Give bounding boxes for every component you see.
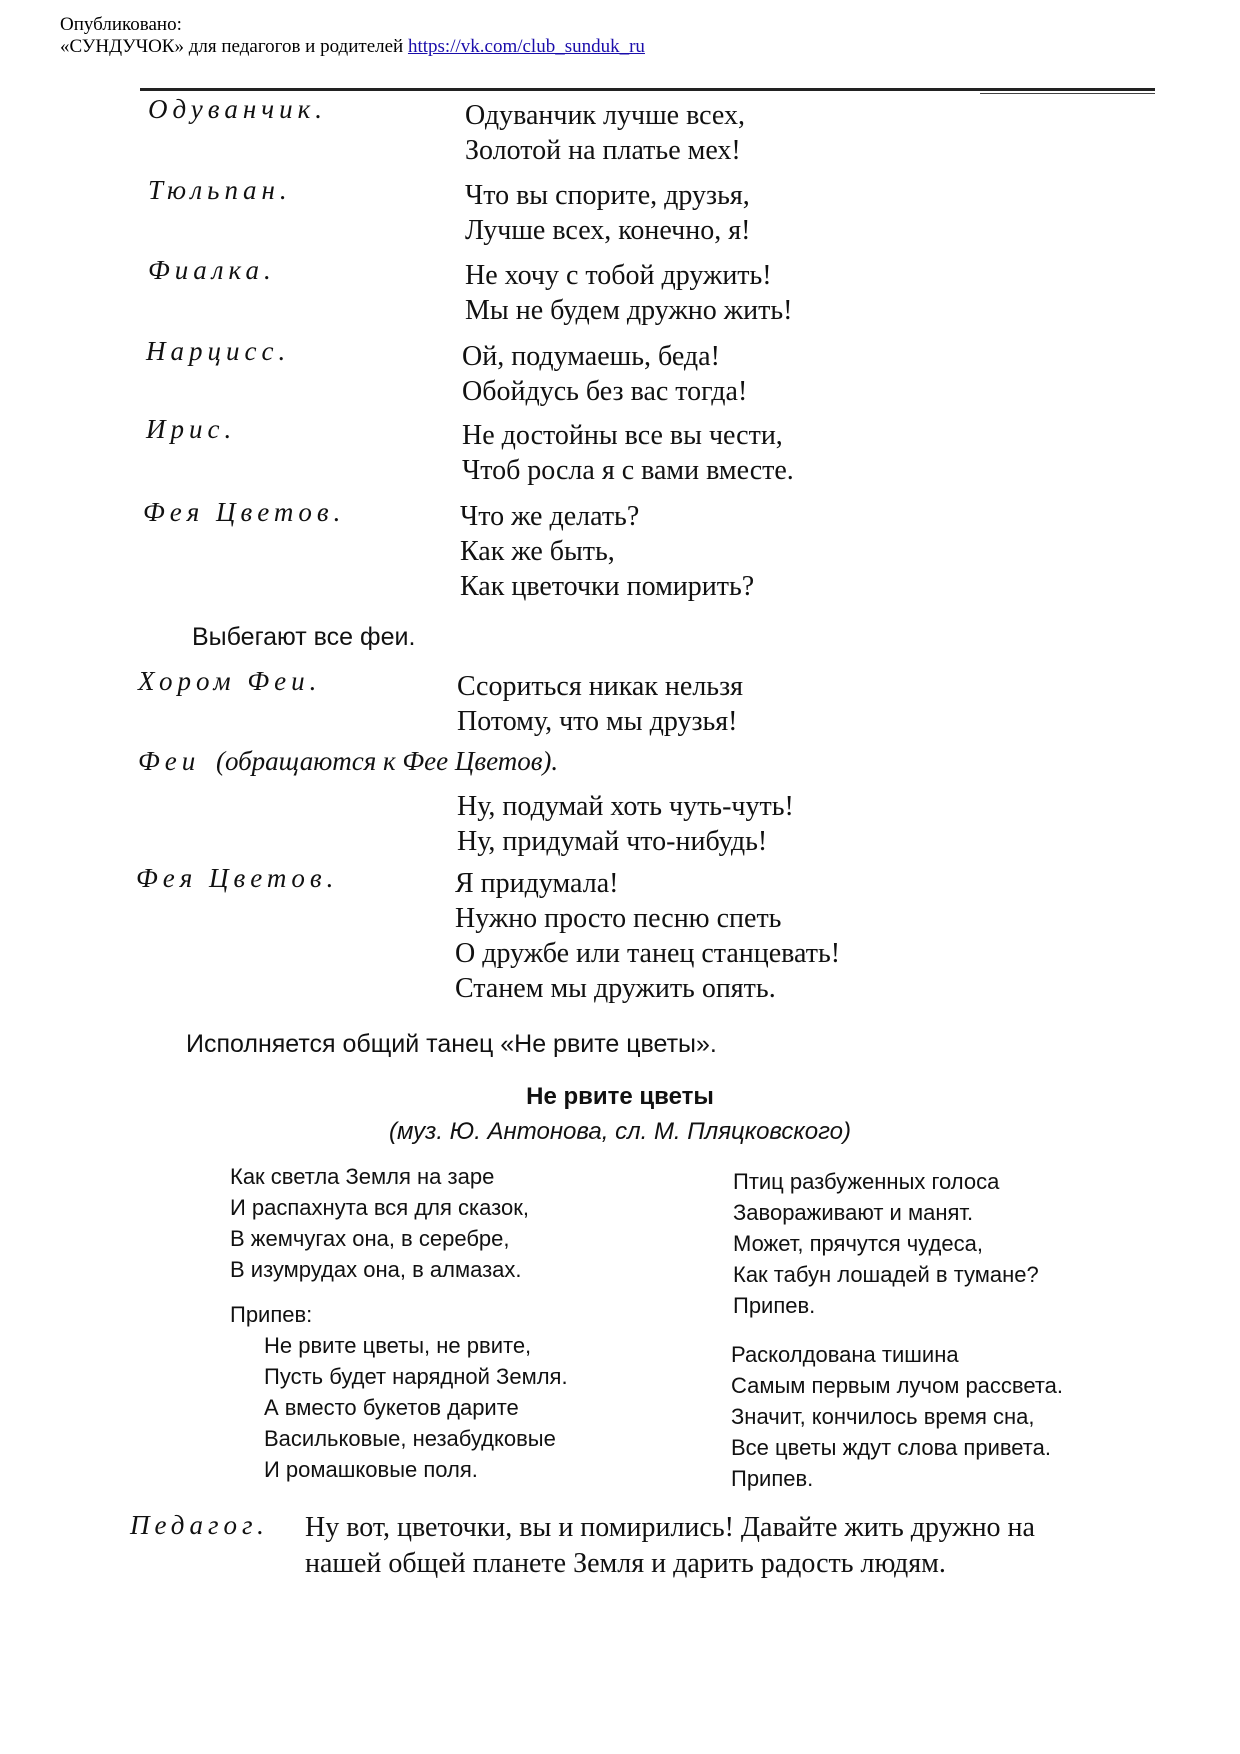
- verse-line: Завораживают и манят.: [733, 1200, 974, 1225]
- speaker-name: Ирис.: [146, 414, 237, 444]
- teacher-line: Ну вот, цветочки, вы и помирились! Давайте жить дружно на: [305, 1512, 1035, 1543]
- line: Лучше всех, конечно, я!: [465, 215, 751, 246]
- verse-line: Как светла Земля на заре: [230, 1164, 495, 1189]
- verse-line: В жемчугах она, в серебре,: [230, 1226, 510, 1251]
- line: Как же быть,: [460, 536, 615, 567]
- verse-line: И распахнута вся для сказок,: [230, 1195, 529, 1220]
- line: Я придумала!: [455, 868, 619, 899]
- line: Чтоб росла я с вами вместе.: [462, 455, 794, 486]
- line: Что вы спорите, друзья,: [465, 180, 750, 211]
- speaker-lines: [465, 258, 792, 328]
- speaker-lines: [455, 866, 840, 1006]
- line: Ну, подумай хоть чуть-чуть!: [457, 791, 794, 822]
- chorus-line: Пусть будет нарядной Земля.: [264, 1364, 568, 1389]
- speaker-label: Феи: [138, 746, 201, 776]
- song-verse-1: [230, 1161, 529, 1285]
- speaker-name: Фея Цветов.: [143, 497, 346, 527]
- line: Как цветочки помирить?: [460, 571, 755, 602]
- speaker-lines: [462, 339, 747, 409]
- line: Нужно просто песню спеть: [455, 903, 782, 934]
- verse-line: В изумрудах она, в алмазах.: [230, 1257, 522, 1282]
- top-rule: [140, 88, 1155, 91]
- speaker-name: [138, 746, 558, 777]
- speaker-name: Хором Феи.: [138, 666, 322, 696]
- top-rule-thin: [980, 93, 1155, 94]
- verse-line: Все цветы ждут слова привета.: [731, 1435, 1051, 1460]
- line: Одуванчик лучше всех,: [465, 100, 745, 131]
- verse-line: Расколдована тишина: [731, 1342, 959, 1367]
- line: Станем мы дружить опять.: [455, 973, 776, 1004]
- speaker-name: Нарцисс.: [146, 336, 291, 366]
- song-verse-2: [733, 1166, 1039, 1321]
- line: Обойдусь без вас тогда!: [462, 376, 748, 407]
- speaker-direction: (обращаются к Фее Цветов).: [215, 746, 559, 776]
- verse-line: Самым первым лучом рассвета.: [731, 1373, 1064, 1398]
- stage-direction: Выбегают все феи.: [192, 623, 416, 651]
- line: Золотой на платье мех!: [465, 135, 741, 166]
- verse-line: Как табун лошадей в тумане?: [733, 1262, 1039, 1287]
- chorus-line: Не рвите цветы, не рвите,: [264, 1333, 532, 1358]
- speaker-lines: [465, 98, 745, 168]
- speaker-name: Тюльпан.: [148, 175, 292, 205]
- line: Не хочу с тобой дружить!: [465, 260, 772, 291]
- teacher-line: нашей общей планете Земля и дарить радость людям.: [305, 1548, 946, 1579]
- verse-line: Может, прячутся чудеса,: [733, 1231, 983, 1256]
- song-chorus: [230, 1299, 568, 1485]
- chorus-label: Припев:: [230, 1302, 313, 1327]
- line: Потому, что мы друзья!: [457, 706, 738, 737]
- speaker-name: Фея Цветов.: [136, 863, 339, 893]
- speaker-lines: [457, 789, 794, 859]
- teacher-speaker: Педагог.: [130, 1510, 269, 1540]
- line: Мы не будем дружно жить!: [465, 295, 793, 326]
- publisher-line: [60, 36, 645, 58]
- verse-line: Значит, кончилось время сна,: [731, 1404, 1035, 1429]
- song-credit: (муз. Ю. Антонова, сл. М. Пляцковского): [389, 1118, 851, 1145]
- published-label: Опубликовано:: [60, 14, 182, 35]
- teacher-lines: [305, 1510, 1155, 1582]
- line: О дружбе или танец станцевать!: [455, 938, 841, 969]
- speaker-lines: [462, 418, 794, 488]
- stage-direction: Исполняется общий танец «Не рвите цветы».: [186, 1030, 717, 1058]
- speaker-name: Фиалка.: [148, 255, 276, 285]
- song-verse-3: [731, 1339, 1063, 1494]
- line: Ссориться никак нельзя: [457, 671, 744, 702]
- line: Ой, подумаешь, беда!: [462, 341, 720, 372]
- song-title: Не рвите цветы: [526, 1083, 714, 1110]
- speaker-lines: [460, 499, 754, 604]
- verse-line: Припев.: [733, 1293, 816, 1318]
- line: Не достойны все вы чести,: [462, 420, 783, 451]
- line: Ну, придумай что-нибудь!: [457, 826, 768, 857]
- speaker-lines: [457, 669, 743, 739]
- speaker-name: Одуванчик.: [148, 94, 327, 124]
- verse-line: Припев.: [731, 1466, 814, 1491]
- vk-link[interactable]: https://vk.com/club_sunduk_ru: [407, 36, 645, 57]
- verse-line: Птиц разбуженных голоса: [733, 1169, 1000, 1194]
- publication-header: [60, 14, 645, 58]
- chorus-line: Васильковые, незабудковые: [264, 1426, 556, 1451]
- chorus-line: И ромашковые поля.: [264, 1457, 478, 1482]
- speaker-lines: [465, 178, 750, 248]
- line: Что же делать?: [460, 501, 640, 532]
- chorus-line: А вместо букетов дарите: [264, 1395, 519, 1420]
- publisher-name: «СУНДУЧОК» для педагогов и родителей: [60, 36, 408, 57]
